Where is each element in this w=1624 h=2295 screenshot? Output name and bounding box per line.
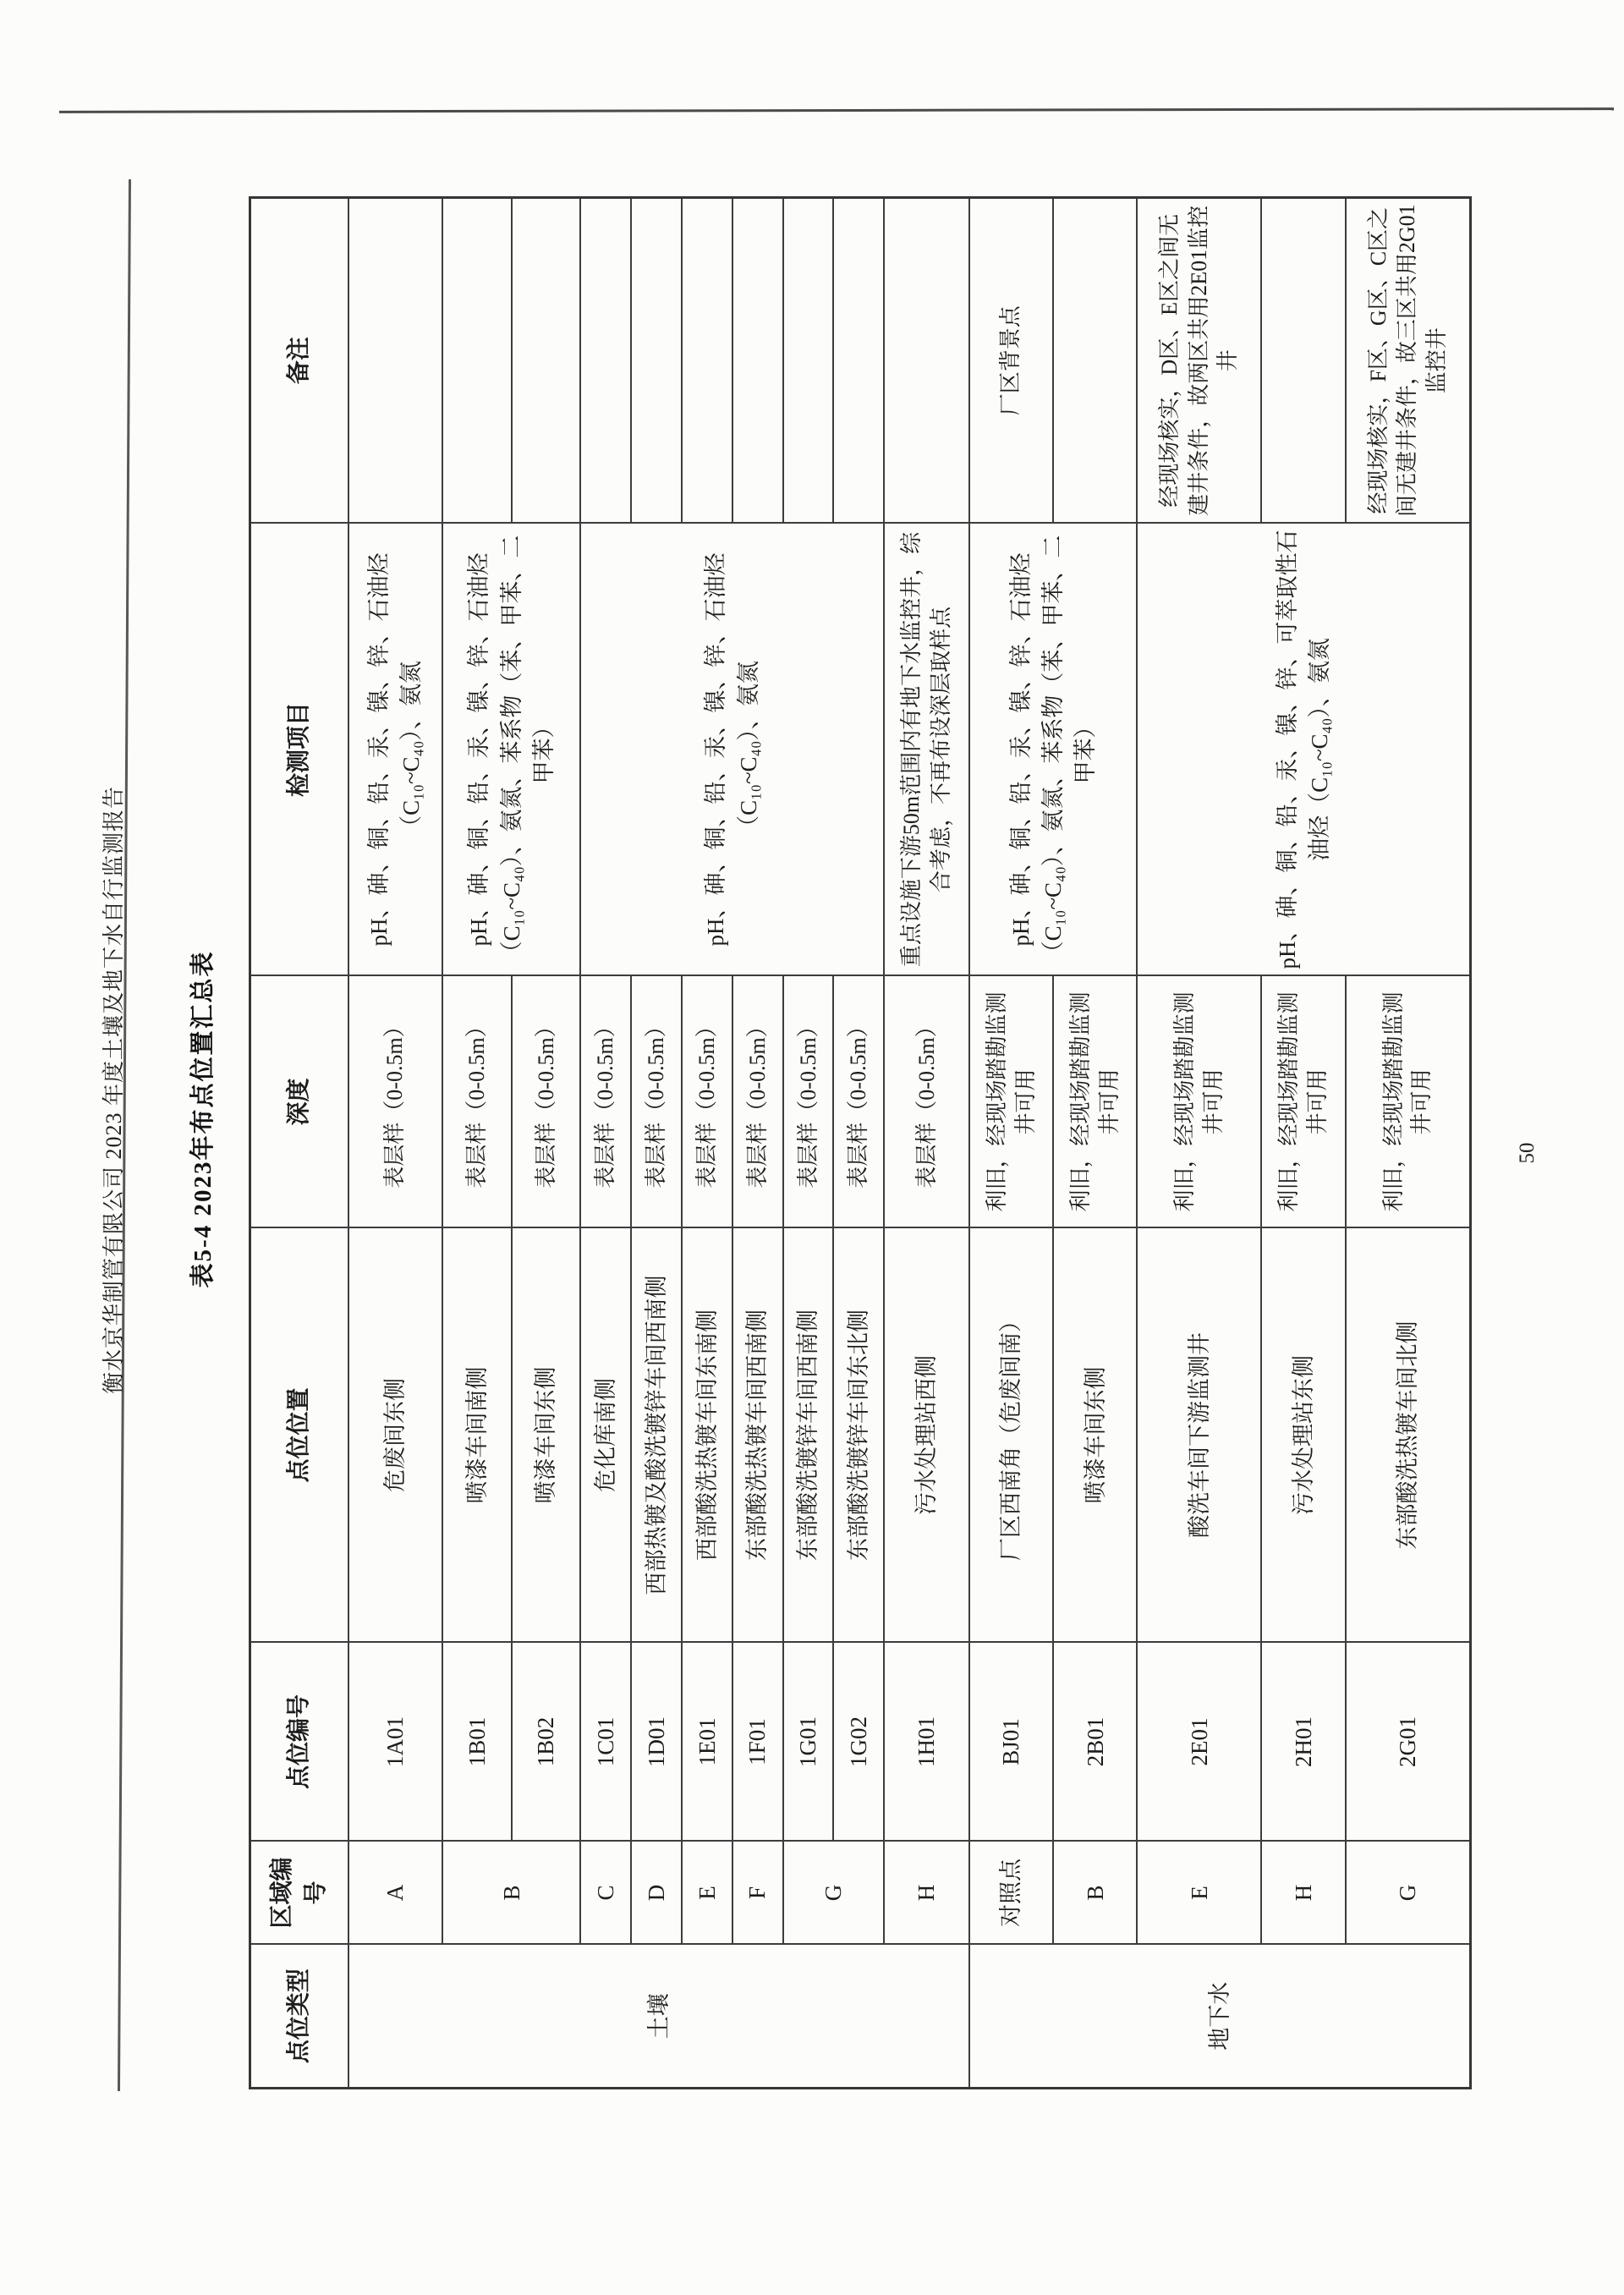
table-row xyxy=(348,198,443,2089)
code-cell: 1G01 xyxy=(783,1643,834,1842)
table-row xyxy=(884,198,969,2089)
depth-cell: 利旧，经现场踏勘监测井可用 xyxy=(1346,976,1471,1228)
area-cell: E xyxy=(682,1842,732,1945)
remark-cell xyxy=(631,198,682,524)
depth-cell: 表层样（0-0.5m） xyxy=(348,976,443,1228)
col-header-test-items: 检测项目 xyxy=(250,524,348,976)
location-cell: 酸洗车间下游监测井 xyxy=(1137,1228,1261,1643)
page-number: 50 xyxy=(1516,1142,1539,1164)
col-header-point-location: 点位位置 xyxy=(250,1228,348,1643)
location-cell: 西部热镀及酸洗镀锌车间西南侧 xyxy=(631,1228,682,1643)
location-cell: 厂区西南角（危废间南） xyxy=(969,1228,1053,1643)
code-cell: 1B02 xyxy=(512,1643,581,1842)
code-cell: 1H01 xyxy=(884,1643,969,1842)
summary-table xyxy=(249,196,1472,2089)
remark-cell xyxy=(1053,198,1137,524)
remark-cell xyxy=(732,198,783,524)
location-cell: 喷漆车间东侧 xyxy=(512,1228,581,1643)
table-row xyxy=(1053,198,1137,2089)
table-row xyxy=(682,198,732,2089)
area-cell: F xyxy=(732,1842,783,1945)
depth-cell: 表层样（0-0.5m） xyxy=(732,976,783,1228)
remark-cell: 经现场核实，D区、E区之间无建井条件，故两区共用2E01监控井 xyxy=(1137,198,1261,524)
col-header-remark: 备注 xyxy=(250,198,348,524)
code-cell: 1B01 xyxy=(442,1643,512,1842)
table-row xyxy=(631,198,682,2089)
code-cell: 1C01 xyxy=(580,1643,631,1842)
code-cell: BJ01 xyxy=(969,1643,1053,1842)
table-row xyxy=(1137,198,1261,2089)
page-top-rule xyxy=(59,107,1614,113)
col-header-area-code: 区域编号 xyxy=(250,1842,348,1945)
table-row xyxy=(833,198,884,2089)
table-row xyxy=(442,198,512,2089)
code-cell: 2G01 xyxy=(1346,1643,1471,1842)
table-row xyxy=(512,198,581,2089)
depth-cell: 表层样（0-0.5m） xyxy=(783,976,834,1228)
code-cell: 2E01 xyxy=(1137,1643,1261,1842)
depth-cell: 利旧，经现场踏勘监测井可用 xyxy=(1137,976,1261,1228)
table-title: 表5-4 2023年布点位置汇总表 xyxy=(189,950,217,1288)
remark-cell: 重点设施下游50m范围内有地下水监控井，综合考虑，不再布设深层取样点 xyxy=(884,524,969,976)
col-header-point-type: 点位类型 xyxy=(250,1945,348,2089)
location-cell: 东部酸洗镀锌车间西南侧 xyxy=(783,1228,834,1643)
test-items-cell: pH、砷、铜、铅、汞、镍、锌、可萃取性石油烃（C₁₀~C₄₀）、氨氮 xyxy=(1137,524,1470,976)
area-cell: H xyxy=(1261,1842,1345,1945)
depth-cell: 表层样（0-0.5m） xyxy=(631,976,682,1228)
table-row xyxy=(580,198,631,2089)
remark-cell xyxy=(682,198,732,524)
location-cell: 东部酸洗镀锌车间东北侧 xyxy=(833,1228,884,1643)
remark-cell xyxy=(783,198,834,524)
col-header-point-code: 点位编号 xyxy=(250,1643,348,1842)
remark-cell xyxy=(580,198,631,524)
test-items-cell: pH、砷、铜、铅、汞、镍、锌、石油烃（C₁₀~C₄₀）、氨氮、苯系物（苯、甲苯、二甲苯） xyxy=(969,524,1138,976)
depth-cell: 表层样（0-0.5m） xyxy=(682,976,732,1228)
code-cell: 2B01 xyxy=(1053,1643,1137,1842)
remark-cell: 经现场核实，F区、G区、C区之间无建井条件，故三区共用2G01监控井 xyxy=(1346,198,1471,524)
location-cell: 污水处理站西侧 xyxy=(884,1228,969,1643)
location-cell: 东部酸洗热镀车间西南侧 xyxy=(732,1228,783,1643)
table-row xyxy=(783,198,834,2089)
depth-cell: 利旧，经现场踏勘监测井可用 xyxy=(1261,976,1345,1228)
area-cell: C xyxy=(580,1842,631,1945)
depth-cell: 表层样（0-0.5m） xyxy=(884,976,969,1228)
area-cell: H xyxy=(884,1842,969,1945)
test-items-cell: pH、砷、铜、铅、汞、镍、锌、石油烃（C₁₀~C₄₀）、氨氮 xyxy=(348,524,443,976)
code-cell: 1D01 xyxy=(631,1643,682,1842)
depth-cell: 利旧，经现场踏勘监测井可用 xyxy=(969,976,1053,1228)
depth-cell: 表层样（0-0.5m） xyxy=(580,976,631,1228)
depth-cell: 表层样（0-0.5m） xyxy=(442,976,512,1228)
area-cell: G xyxy=(783,1842,885,1945)
test-items-cell: pH、砷、铜、铅、汞、镍、锌、石油烃（C₁₀~C₄₀）、氨氮 xyxy=(580,524,884,976)
location-cell: 喷漆车间东侧 xyxy=(1053,1228,1137,1643)
remark-cell xyxy=(442,198,512,524)
test-items-cell: pH、砷、铜、铅、汞、镍、锌、石油烃（C₁₀~C₄₀）、氨氮、苯系物（苯、甲苯、二甲苯） xyxy=(442,524,580,976)
depth-cell: 表层样（0-0.5m） xyxy=(512,976,581,1228)
code-cell: 1F01 xyxy=(732,1643,783,1842)
area-cell: D xyxy=(631,1842,682,1945)
depth-cell: 表层样（0-0.5m） xyxy=(833,976,884,1228)
area-cell: E xyxy=(1137,1842,1261,1945)
location-cell: 危化库南侧 xyxy=(580,1228,631,1643)
code-cell: 1A01 xyxy=(348,1643,443,1842)
code-cell: 1G02 xyxy=(833,1643,884,1842)
location-cell: 污水处理站东侧 xyxy=(1261,1228,1345,1643)
remark-cell: 厂区背景点 xyxy=(969,198,1053,524)
code-cell: 1E01 xyxy=(682,1643,732,1842)
area-cell: 对照点 xyxy=(969,1842,1053,1945)
remark-cell xyxy=(512,198,581,524)
location-cell: 西部酸洗热镀车间东南侧 xyxy=(682,1228,732,1643)
depth-cell: 利旧，经现场踏勘监测井可用 xyxy=(1053,976,1137,1228)
summary-table-rotated-wrapper xyxy=(249,199,1472,2089)
table-row xyxy=(1346,198,1471,2089)
area-cell: B xyxy=(442,1842,580,1945)
header-row xyxy=(250,198,348,2089)
table-row xyxy=(732,198,783,2089)
area-cell: A xyxy=(348,1842,443,1945)
point-type-groundwater: 地下水 xyxy=(969,1945,1471,2089)
location-cell: 喷漆车间南侧 xyxy=(442,1228,512,1643)
area-cell: B xyxy=(1053,1842,1137,1945)
area-cell: G xyxy=(1346,1842,1471,1945)
col-header-depth: 深度 xyxy=(250,976,348,1228)
remark-cell xyxy=(833,198,884,524)
code-cell: 2H01 xyxy=(1261,1643,1345,1842)
report-header-title: 衡水京华制管有限公司 2023 年度土壤及地下水自行监测报告 xyxy=(102,785,126,1394)
remark-cell xyxy=(1261,198,1345,524)
location-cell: 东部酸洗热镀车间北侧 xyxy=(1346,1228,1471,1643)
table-row xyxy=(969,198,1053,2089)
point-type-soil: 土壤 xyxy=(348,1945,969,2089)
location-cell: 危废间东侧 xyxy=(348,1228,443,1643)
remark-cell xyxy=(348,198,443,524)
table-row xyxy=(1261,198,1345,2089)
